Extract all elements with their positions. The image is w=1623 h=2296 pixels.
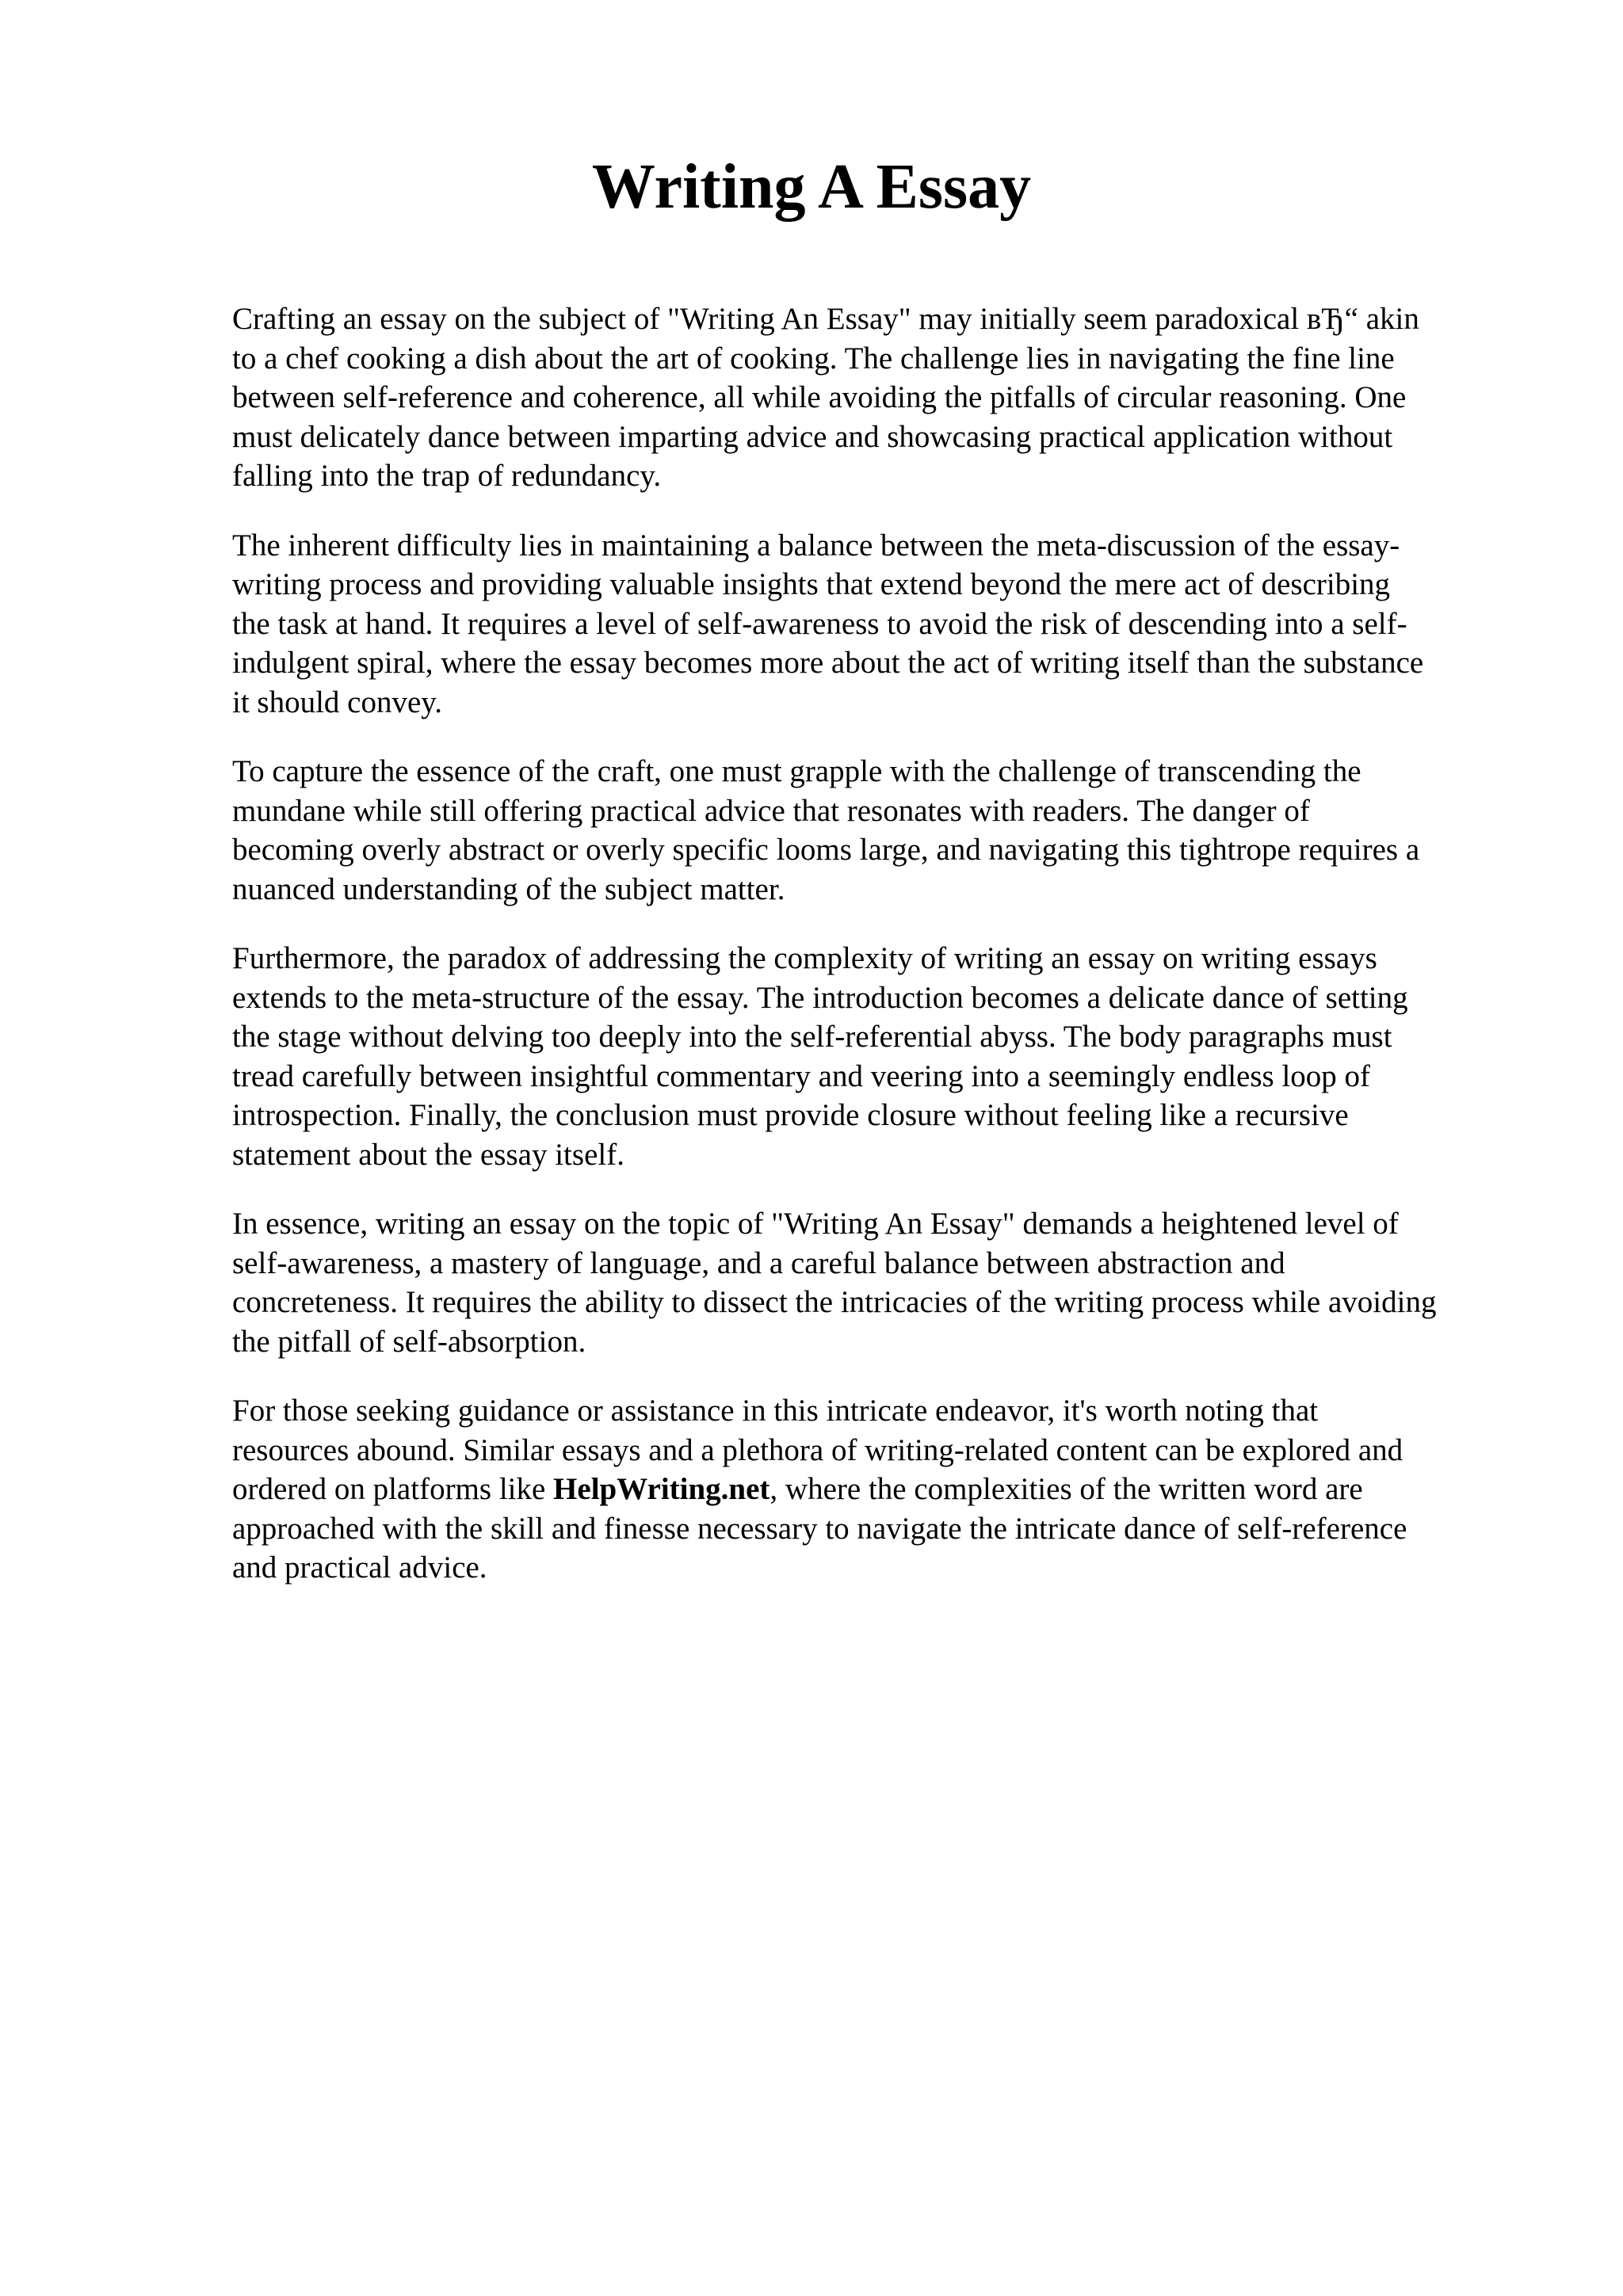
text-line: In essence, writing an essay on the topic of "Writing An Essay" demands a heightened level of <box>232 1207 1399 1241</box>
text-line: statement about the essay itself. <box>232 1137 624 1172</box>
document-title: Writing A Essay <box>591 152 1032 222</box>
text-line: concreteness. It requires the ability to dissect the intricacies of the writing process while avoiding <box>232 1285 1437 1319</box>
text-line: tread carefully between insightful commentary and veering into a seemingly endless loop of <box>232 1058 1371 1093</box>
text-line: must delicately dance between imparting advice and showcasing practical application without <box>232 419 1393 454</box>
text-line: and practical advice. <box>232 1550 487 1585</box>
text-line: falling into the trap of redundancy. <box>232 459 662 493</box>
text-line: between self-reference and coherence, all while avoiding the pitfalls of circular reasoning. One <box>232 380 1407 414</box>
text-line: The inherent difficulty lies in maintaining a balance between the meta-discussion of the essay- <box>232 528 1400 563</box>
text-line: becoming overly abstract or overly specific looms large, and navigating this tightrope requires a <box>232 833 1420 867</box>
text-line: the task at hand. It requires a level of self-awareness to avoid the risk of descending into a self- <box>232 606 1407 641</box>
text-line: self-awareness, a mastery of language, and a careful balance between abstraction and <box>232 1245 1285 1280</box>
text-line: Crafting an essay on the subject of "Writing An Essay" may initially seem paradoxical вЂ“ akin <box>232 302 1419 336</box>
text-line: For those seeking guidance or assistance in this intricate endeavor, it's worth noting that <box>232 1394 1319 1428</box>
text-line: mundane while still offering practical advice that resonates with readers. The danger of <box>232 793 1310 828</box>
text-line: nuanced understanding of the subject matter. <box>232 871 785 906</box>
paragraph-6 <box>232 1391 1532 1588</box>
text-line: approached with the skill and finesse necessary to navigate the intricate dance of self-reference <box>232 1511 1407 1546</box>
text-line: the pitfall of self-absorption. <box>232 1324 586 1359</box>
text-segment: , where the complexities of the written word are <box>769 1472 1363 1506</box>
helpwriting-link[interactable]: HelpWriting.net <box>553 1472 770 1506</box>
text-line: the stage without delving too deeply into the self-referential abyss. The body paragraphs must <box>232 1020 1392 1054</box>
text-line: Furthermore, the paradox of addressing the complexity of writing an essay on writing essays <box>232 941 1377 975</box>
text-line: indulgent spiral, where the essay becomes more about the act of writing itself than the substance <box>232 646 1424 680</box>
paragraph-4 <box>232 939 1532 1174</box>
text-line <box>232 1470 1532 1509</box>
text-line: resources abound. Similar essays and a plethora of writing-related content can be explored and <box>232 1432 1403 1467</box>
text-segment: ordered on platforms like <box>232 1472 554 1506</box>
text-line: to a chef cooking a dish about the art of cooking. The challenge lies in navigating the fine line <box>232 341 1395 376</box>
document-body <box>232 299 1532 1618</box>
text-line: writing process and providing valuable insights that extend beyond the mere act of describing <box>232 567 1391 601</box>
text-line: introspection. Finally, the conclusion must provide closure without feeling like a recursive <box>232 1098 1349 1132</box>
text-line: To capture the essence of the craft, one must grapple with the challenge of transcending the <box>232 754 1361 788</box>
paragraph-3 <box>232 752 1532 909</box>
paragraph-2 <box>232 526 1532 723</box>
text-line: extends to the meta-structure of the essay. The introduction becomes a delicate dance of setting <box>232 980 1408 1015</box>
paragraph-1 <box>232 299 1532 496</box>
paragraph-5 <box>232 1204 1532 1361</box>
text-line: it should convey. <box>232 685 443 719</box>
